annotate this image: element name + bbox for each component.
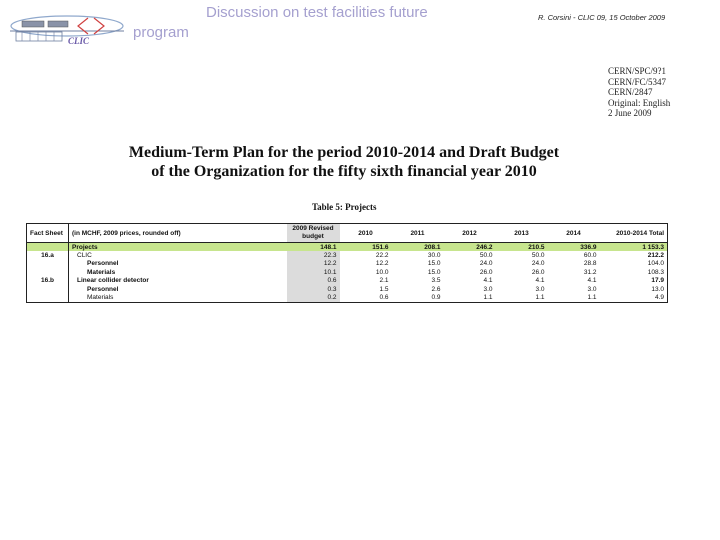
cell-2012: 1.1: [483, 294, 493, 302]
cell-2010: 10.0: [375, 268, 389, 276]
cell-2009-revised: 22.3: [287, 251, 340, 259]
col-header-fact-sheet: Fact Sheet: [27, 224, 69, 243]
cell-2009-revised: 0.2: [287, 293, 340, 302]
table-row-linear-collider-detector: [27, 277, 668, 285]
cell-2010: 12.2: [375, 260, 389, 268]
cell-2014: 3.0: [587, 285, 597, 293]
col-header-2012: 2012: [444, 224, 496, 243]
cell-total: 4.9: [654, 294, 664, 302]
cell-2013: 24.0: [531, 260, 545, 268]
cell-2013: 50.0: [531, 252, 545, 260]
col-header-2011: 2011: [392, 224, 444, 243]
table-row-clic: [27, 251, 668, 259]
table-row-lcd-personnel: [27, 285, 668, 293]
table-row-clic-materials: [27, 268, 668, 276]
cell-2011: 15.0: [427, 260, 441, 268]
cell-2009-revised: 12.2: [287, 260, 340, 268]
cell-total: 17.9: [651, 277, 664, 285]
cell-description: Personnel: [87, 285, 119, 293]
cell-2010: 22.2: [375, 252, 389, 260]
doc-ref-line: 2 June 2009: [608, 108, 652, 119]
cell-2012: 24.0: [479, 260, 493, 268]
cell-2011: 0.9: [431, 294, 441, 302]
cell-fact-sheet: [27, 268, 69, 276]
cell-fact-sheet: 16.b: [27, 277, 69, 285]
cell-description: Personnel: [87, 260, 119, 268]
cell-2009-revised: 0.3: [287, 285, 340, 293]
col-header-2010: 2010: [340, 224, 392, 243]
cell-fact-sheet: 16.a: [27, 251, 69, 259]
cell-2011: 30.0: [427, 252, 441, 260]
cell-2011: 208.1: [392, 243, 444, 252]
cell-total: 212.2: [647, 252, 664, 260]
cell-total: 108.3: [647, 268, 664, 276]
col-header-2014: 2014: [548, 224, 600, 243]
cell-2010: 2.1: [379, 277, 389, 285]
doc-ref-line: Original: English: [608, 97, 671, 108]
cell-description: Materials: [87, 294, 114, 302]
table-row-projects: [27, 243, 668, 252]
cell-2011: 3.5: [431, 277, 441, 285]
cell-2012: 50.0: [479, 252, 493, 260]
cell-2013: 210.5: [496, 243, 548, 252]
cell-2010: 0.6: [379, 294, 389, 302]
col-header-description: (in MCHF, 2009 prices, rounded off): [69, 224, 287, 243]
cell-2012: 4.1: [483, 277, 493, 285]
cell-2012: 3.0: [483, 285, 493, 293]
table-row-clic-personnel: [27, 260, 668, 268]
cell-description: Projects: [69, 243, 287, 252]
doc-ref-line: CERN/2847: [608, 87, 653, 98]
cell-description: Linear collider detector: [77, 277, 149, 285]
col-header-2009-revised-line1: 2009 Revised: [292, 225, 334, 232]
col-header-total: 2010-2014 Total: [600, 224, 668, 243]
doc-ref-line: CERN/SPC/9?1: [608, 66, 667, 76]
cell-fact-sheet: [27, 260, 69, 268]
cell-2010: 151.6: [340, 243, 392, 252]
author-date-line: R. Corsini - CLIC 09, 15 October 2009: [538, 13, 666, 22]
cell-2014: 1.1: [587, 294, 597, 302]
slide-title-line1: Discussion on test facilities future: [206, 4, 428, 21]
cell-2014: 4.1: [587, 277, 597, 285]
cell-2013: 1.1: [535, 294, 545, 302]
cell-2009-revised: 0.6: [287, 277, 340, 285]
cell-fact-sheet: [27, 285, 69, 293]
clic-logo: [8, 12, 126, 48]
cell-2014: 31.2: [583, 268, 597, 276]
col-header-2009-revised-line2: budget: [302, 233, 324, 240]
col-header-2013: 2013: [496, 224, 548, 243]
cell-2013: 26.0: [531, 268, 545, 276]
projects-table: [26, 223, 668, 303]
doc-ref-line: CERN/FC/5347: [608, 76, 667, 87]
cell-total: 104.0: [647, 260, 664, 268]
table-header-row: [27, 224, 668, 243]
cell-2012: 246.2: [444, 243, 496, 252]
cell-2009-revised: 148.1: [287, 243, 340, 252]
cell-total: 13.0: [651, 285, 664, 293]
table-row-lcd-materials: [27, 293, 668, 302]
cell-description: CLIC: [77, 252, 92, 260]
document-title-line1: Medium-Term Plan for the period 2010-2014 and Draft Budget: [128, 144, 560, 161]
cell-fact-sheet: [27, 243, 69, 252]
cell-fact-sheet: [27, 293, 69, 302]
cell-2014: 60.0: [583, 252, 597, 260]
logo-text: CLIC: [68, 36, 90, 46]
cell-2011: 2.6: [431, 285, 441, 293]
document-title-line2: of the Organization for the fifty sixth financial year 2010: [151, 163, 537, 180]
document-reference-block: [608, 66, 670, 119]
cell-2013: 4.1: [535, 277, 545, 285]
cell-2012: 26.0: [479, 268, 493, 276]
cell-2014: 336.9: [548, 243, 600, 252]
table-caption: Table 5: Projects: [312, 202, 377, 212]
col-header-2009-revised: [287, 224, 340, 243]
cell-2013: 3.0: [535, 285, 545, 293]
cell-total: 1 153.3: [600, 243, 668, 252]
cell-2014: 28.8: [583, 260, 597, 268]
cell-description: Materials: [87, 268, 116, 276]
slide-title-line2: program: [133, 24, 189, 41]
document-title: [100, 143, 588, 181]
cell-2009-revised: 10.1: [287, 268, 340, 276]
cell-2010: 1.5: [379, 285, 389, 293]
cell-2011: 15.0: [427, 268, 441, 276]
